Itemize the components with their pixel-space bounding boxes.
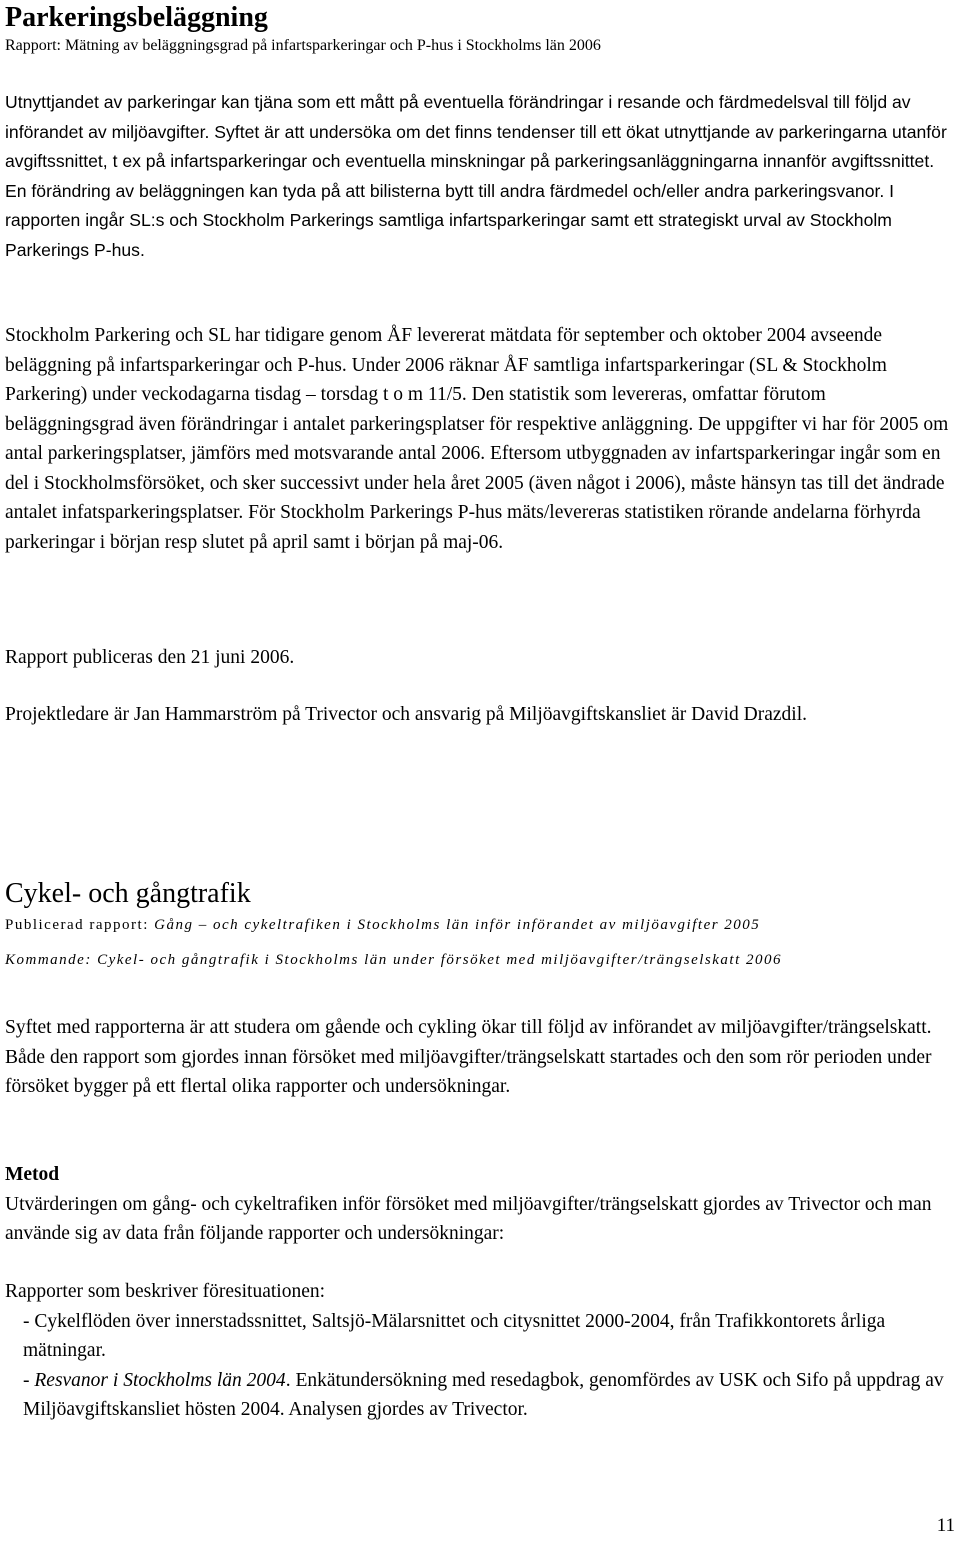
cycling-upcoming-report-line: Kommande: Cykel- och gångtrafik i Stockholms län under försöket med miljöavgifter/trängselskatt 2006: [5, 952, 782, 968]
reports-item-rest: . Enkätundersökning med resedagbok, genomfördes av USK och Sifo på uppdrag av Miljöavgiftskansliet hösten 2004. Analysen gjordes av Trivector.: [23, 1369, 944, 1420]
reports-item-title: Resvanor i Stockholms län 2004: [34, 1369, 286, 1391]
reports-item-prefix: -: [23, 1369, 35, 1391]
parking-section-title: Parkeringsbeläggning: [5, 2, 268, 33]
parking-project-lead-text: Projektledare är Jan Hammarström på Trivector och ansvarig på Miljöavgiftskansliet är David Drazdil.: [5, 704, 807, 725]
page-number: 11: [936, 1515, 955, 1536]
parking-intro-paragraph: [5, 88, 955, 265]
method-heading: Metod: [5, 1164, 60, 1185]
parking-method-text: Stockholm Parkering och SL har tidigare genom ÅF levererat mätdata för september och oktober 2004 avseende beläggning på infartsparkeringar och P-hus. Under 2006 räknar ÅF samtliga infartsparkeringar (SL & Stockholm Parkering) under veckodagarna tisdag – torsdag t o m 11/5. Den statistik som levereras, omfattar förutom beläggningsgrad även förändringar i antalet parkeringsplatser för respektive anläggning. De uppgifter vi har för 2005 om antal parkeringsplatser, jämförs med motsvarande antal 2006. Eftersom utbyggnaden av infartsparkeringar ingår som en del i Stockholmsförsöket, och sker successivt under hela året 2005 (även något i 2006), måste hänsyn tas till det ändrade antalet infatsparkeringsplatser. För Stockholm Parkerings P-hus mäts/levereras statistiken rörande andelarna förhyrda parkeringar i början resp slutet på april samt i början på maj-06.: [5, 325, 949, 553]
parking-published-text: Rapport publiceras den 21 juni 2006.: [5, 647, 295, 668]
reports-list: [5, 1307, 955, 1425]
reports-heading: Rapporter som beskriver föresituationen:: [5, 1281, 326, 1302]
reports-list-item: - Cykelflöden över innerstadssnittet, Saltsjö-Mälarsnittet och citysnittet 2000-2004, från Trafikkontorets årliga mätningar.: [23, 1310, 886, 1361]
cycling-section-title: Cykel- och gångtrafik: [5, 878, 251, 909]
parking-intro-text-a: Utnyttjandet av parkeringar kan tjäna som ett mått på eventuella förändringar i resande och färdmedelsval till följd av införandet av miljöavgifter. Syftet är att undersöka om det finns tendenser till ett ökat utnyttjande av parkeringarna utanför avgiftssnittet, t ex på infartsparkeringar och eventuella minskningar på parkeringsanläggningarna innanför avgiftssnittet.: [5, 92, 947, 171]
cycling-purpose-text: Syftet med rapporterna är att studera om gående och cykling ökar till följd av införandet av miljöavgifter/trängselskatt. Både den rapport som gjordes innan försöket med miljöavgifter/trängselskatt startades och den som rör perioden under försöket bygger på ett flertal olika rapporter och undersökningar.: [5, 1017, 932, 1097]
cycling-purpose-paragraph: [5, 1013, 955, 1102]
cycling-method-section: [5, 1160, 955, 1249]
published-report-label: Publicerad rapport:: [5, 917, 155, 933]
parking-intro-text-b: En förändring av beläggningen kan tyda på att bilisterna bytt till andra färdmedel och/eller andra parkeringsvanor. I rapporten ingår SL:s och Stockholm Parkerings samtliga infartsparkeringar samt ett strategiskt urval av Stockholm Parkerings P-hus.: [5, 180, 895, 260]
parking-project-lead-paragraph: [5, 700, 955, 730]
cycling-published-report-line: [5, 915, 760, 935]
parking-published-paragraph: [5, 643, 955, 673]
parking-method-paragraph: [5, 321, 955, 557]
parking-report-subtitle: Rapport: Mätning av beläggningsgrad på infartsparkeringar och P-hus i Stockholms län 2006: [5, 37, 601, 54]
cycling-reports-section: [5, 1277, 955, 1425]
method-text: Utvärderingen om gång- och cykeltrafiken inför försöket med miljöavgifter/trängselskatt gjordes av Trivector och man använde sig av data från följande rapporter och undersökningar:: [5, 1193, 932, 1244]
reports-list-item: [5, 1366, 955, 1425]
published-report-title: Gång – och cykeltrafiken i Stockholms län inför införandet av miljöavgifter 2005: [154, 917, 761, 933]
